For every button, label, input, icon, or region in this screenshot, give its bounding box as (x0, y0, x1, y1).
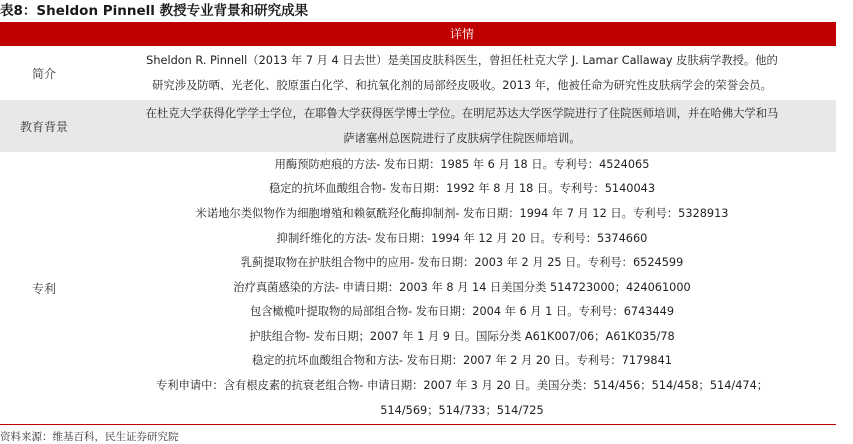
table-caption: 表8：Sheldon Pinnell 教授专业背景和研究成果 (0, 3, 309, 19)
row-label-patents: 专利 (31, 281, 56, 296)
table-row-patents (0, 152, 836, 424)
patent-item: 稳定的抗坏血酸组合物和方法- 发布日期：2007 年 2 月 20 日。专利号：7179841 (252, 354, 672, 368)
row-content-education (92, 100, 832, 152)
patent-item: 514/569；514/733；514/725 (380, 403, 544, 417)
table-header (0, 22, 836, 46)
education-line: 在杜克大学获得化学学士学位，在耶鲁大学获得医学博士学位。在明尼苏达大学医学院进行了住院医师培训，并在哈佛大学和马 (145, 107, 779, 120)
table-row-education (0, 100, 836, 152)
education-line: 萨诸塞州总医院进行了皮肤病学住院医师培训。 (343, 132, 581, 145)
intro-line: Sheldon R. Pinnell（2013 年 7 月 4 日去世）是美国皮肤科医生，曾担任杜克大学 J. Lamar Callaway 皮肤病学教授。他的 (146, 54, 778, 67)
row-label-education: 教育背景 (19, 119, 68, 134)
patent-item: 包含橄榄叶提取物的局部组合物- 发布日期：2004 年 6 月 1 日。专利号：6743449 (249, 305, 675, 319)
patent-item: 稳定的抗坏血酸组合物- 发布日期：1992 年 8 月 18 日。专利号：5140043 (268, 182, 656, 196)
table-row-intro (0, 46, 836, 100)
row-label-intro: 简介 (31, 66, 56, 81)
patent-item: 护肤组合物- 发布日期；2007 年 1 月 9 日。国际分类 A61K007/06；A61K035/78 (249, 329, 675, 343)
patent-item: 用酶预防疤痕的方法- 发布日期：1985 年 6 月 18 日。专利号：4524065 (274, 157, 650, 171)
header-detail-label: 详情 (449, 27, 474, 41)
patent-item: 米诺地尔类似物作为细胞增殖和赖氨酰羟化酶抑制剂- 发布日期：1994 年 7 月 12 日。专利号：5328913 (195, 206, 729, 220)
patent-item: 抑制纤维化的方法- 发布日期：1994 年 12 月 20 日。专利号：5374660 (276, 231, 648, 245)
row-content-patents (92, 152, 832, 424)
table-bottom-rule (0, 424, 836, 425)
patent-item: 专利申请中：含有根皮素的抗衰老组合物- 申请日期：2007 年 3 月 20 日。美国分类：514/456；514/458；514/474； (155, 379, 769, 393)
source-note: 资料来源：维基百科，民生证券研究院 (0, 431, 179, 443)
intro-line: 研究涉及防晒、光老化、胶原蛋白化学、和抗氧化剂的局部经皮吸收。2013 年，他被任命为研究性皮肤病学会的荣誉会员。 (152, 79, 772, 92)
row-content-intro (92, 46, 832, 100)
patent-item: 乳蓟提取物在护肤组合物中的应用- 发布日期：2003 年 2 月 25 日。专利号：6524599 (240, 256, 684, 270)
patent-item: 治疗真菌感染的方法- 申请日期：2003 年 8 月 14 日美国分类 514723000；424061000 (233, 280, 691, 294)
